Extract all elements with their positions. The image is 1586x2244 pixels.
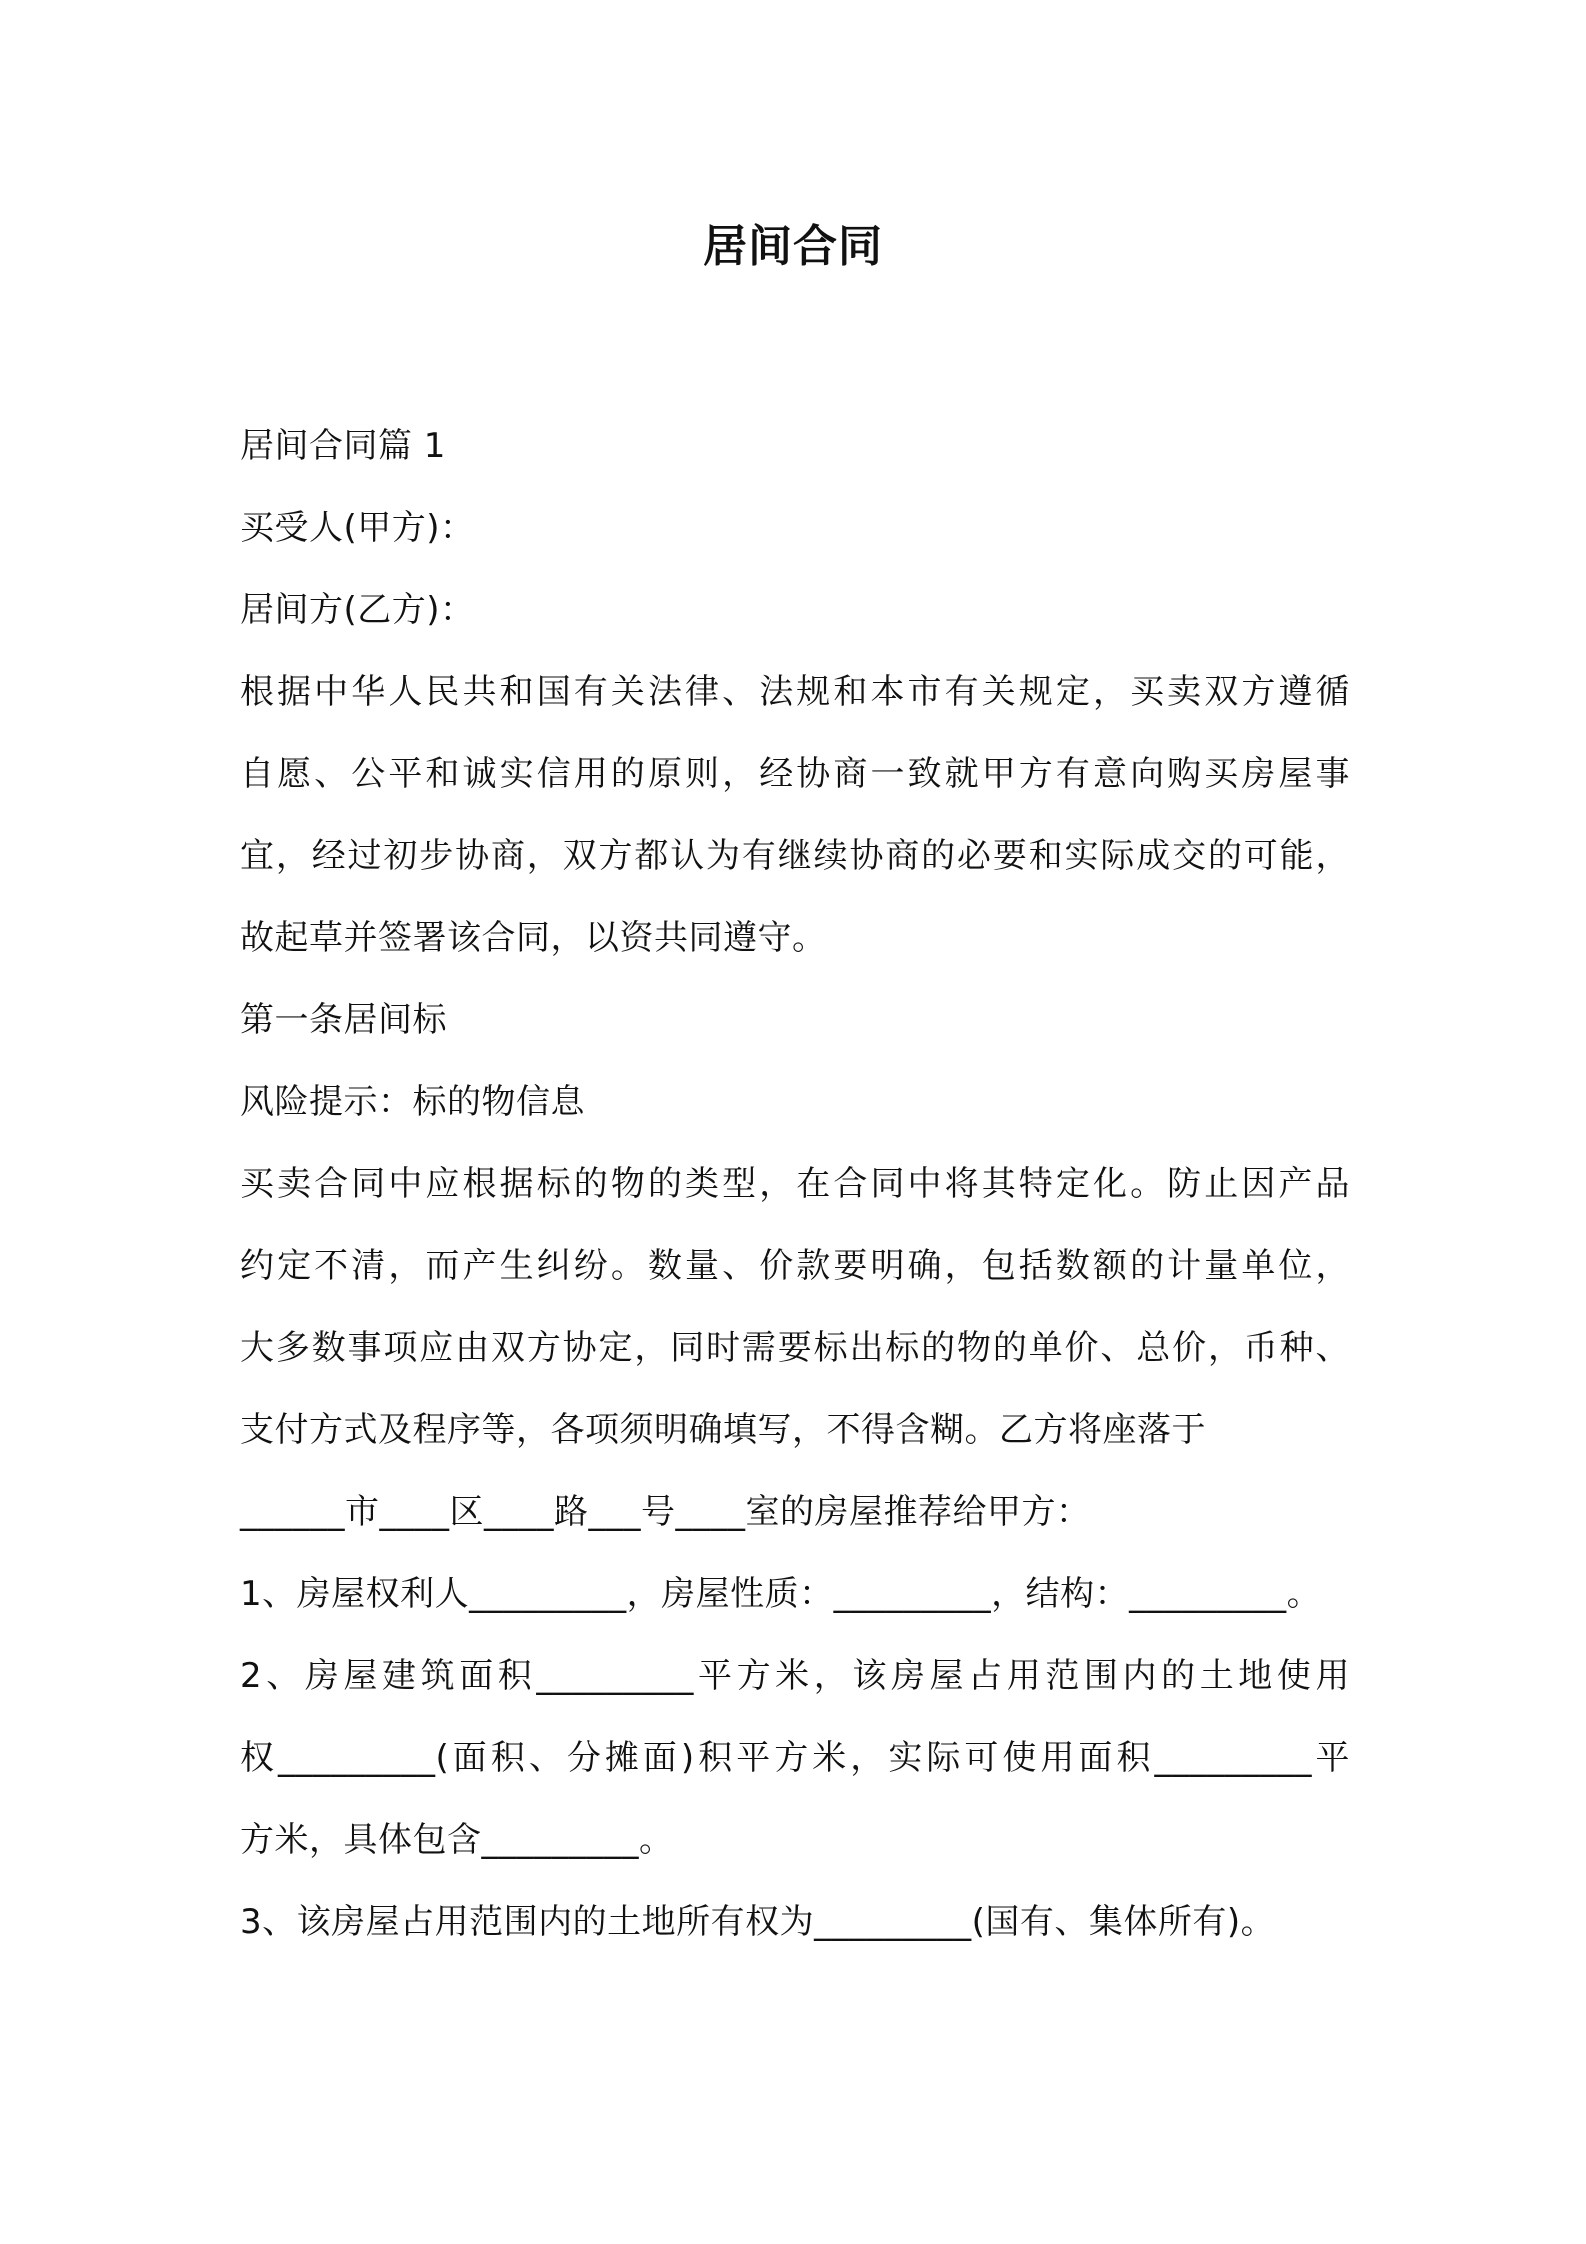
clause-3-line: 3、该房屋占用范围内的土地所有权为_________(国有、集体所有)。 (240, 1902, 1276, 1942)
article-heading: 第一条居间标 (240, 1000, 447, 1040)
clause-2-line: 方米，具体包含_________。 (240, 1820, 674, 1860)
preamble-line: 自愿、公平和诚实信用的原则，经协商一致就甲方有意向购买房屋事 (240, 754, 1350, 794)
clause-1-line: 1、房屋权利人_________，房屋性质：_________，结构：_________。 (240, 1574, 1322, 1614)
buyer-party-line: 买受人(甲方)： (240, 508, 475, 548)
property-address-line: ______市____区____路___号____室的房屋推荐给甲方： (240, 1492, 1091, 1532)
risk-notice-line: 支付方式及程序等，各项须明确填写，不得含糊。乙方将座落于 (240, 1410, 1206, 1450)
section-heading: 居间合同篇 1 (240, 426, 446, 466)
preamble-line: 故起草并签署该合同，以资共同遵守。 (240, 918, 827, 958)
risk-notice-line: 约定不清，而产生纠纷。数量、价款要明确，包括数额的计量单位， (240, 1246, 1350, 1286)
clause-2-line: 2、房屋建筑面积_________平方米，该房屋占用范围内的土地使用 (240, 1656, 1350, 1696)
intermediary-party-line: 居间方(乙方)： (240, 590, 475, 630)
preamble-line: 宜，经过初步协商，双方都认为有继续协商的必要和实际成交的可能， (240, 836, 1350, 876)
clause-2-line: 权_________(面积、分摊面)积平方米，实际可使用面积_________平 (240, 1738, 1350, 1778)
preamble-line: 根据中华人民共和国有关法律、法规和本市有关规定，买卖双方遵循 (240, 672, 1350, 712)
risk-notice-line: 买卖合同中应根据标的物的类型，在合同中将其特定化。防止因产品 (240, 1164, 1350, 1204)
risk-notice-heading: 风险提示：标的物信息 (240, 1082, 585, 1122)
document-body (240, 405, 1350, 1963)
risk-notice-line: 大多数事项应由双方协定，同时需要标出标的物的单价、总价，币种、 (240, 1328, 1350, 1368)
document-title: 居间合同 (703, 221, 883, 272)
